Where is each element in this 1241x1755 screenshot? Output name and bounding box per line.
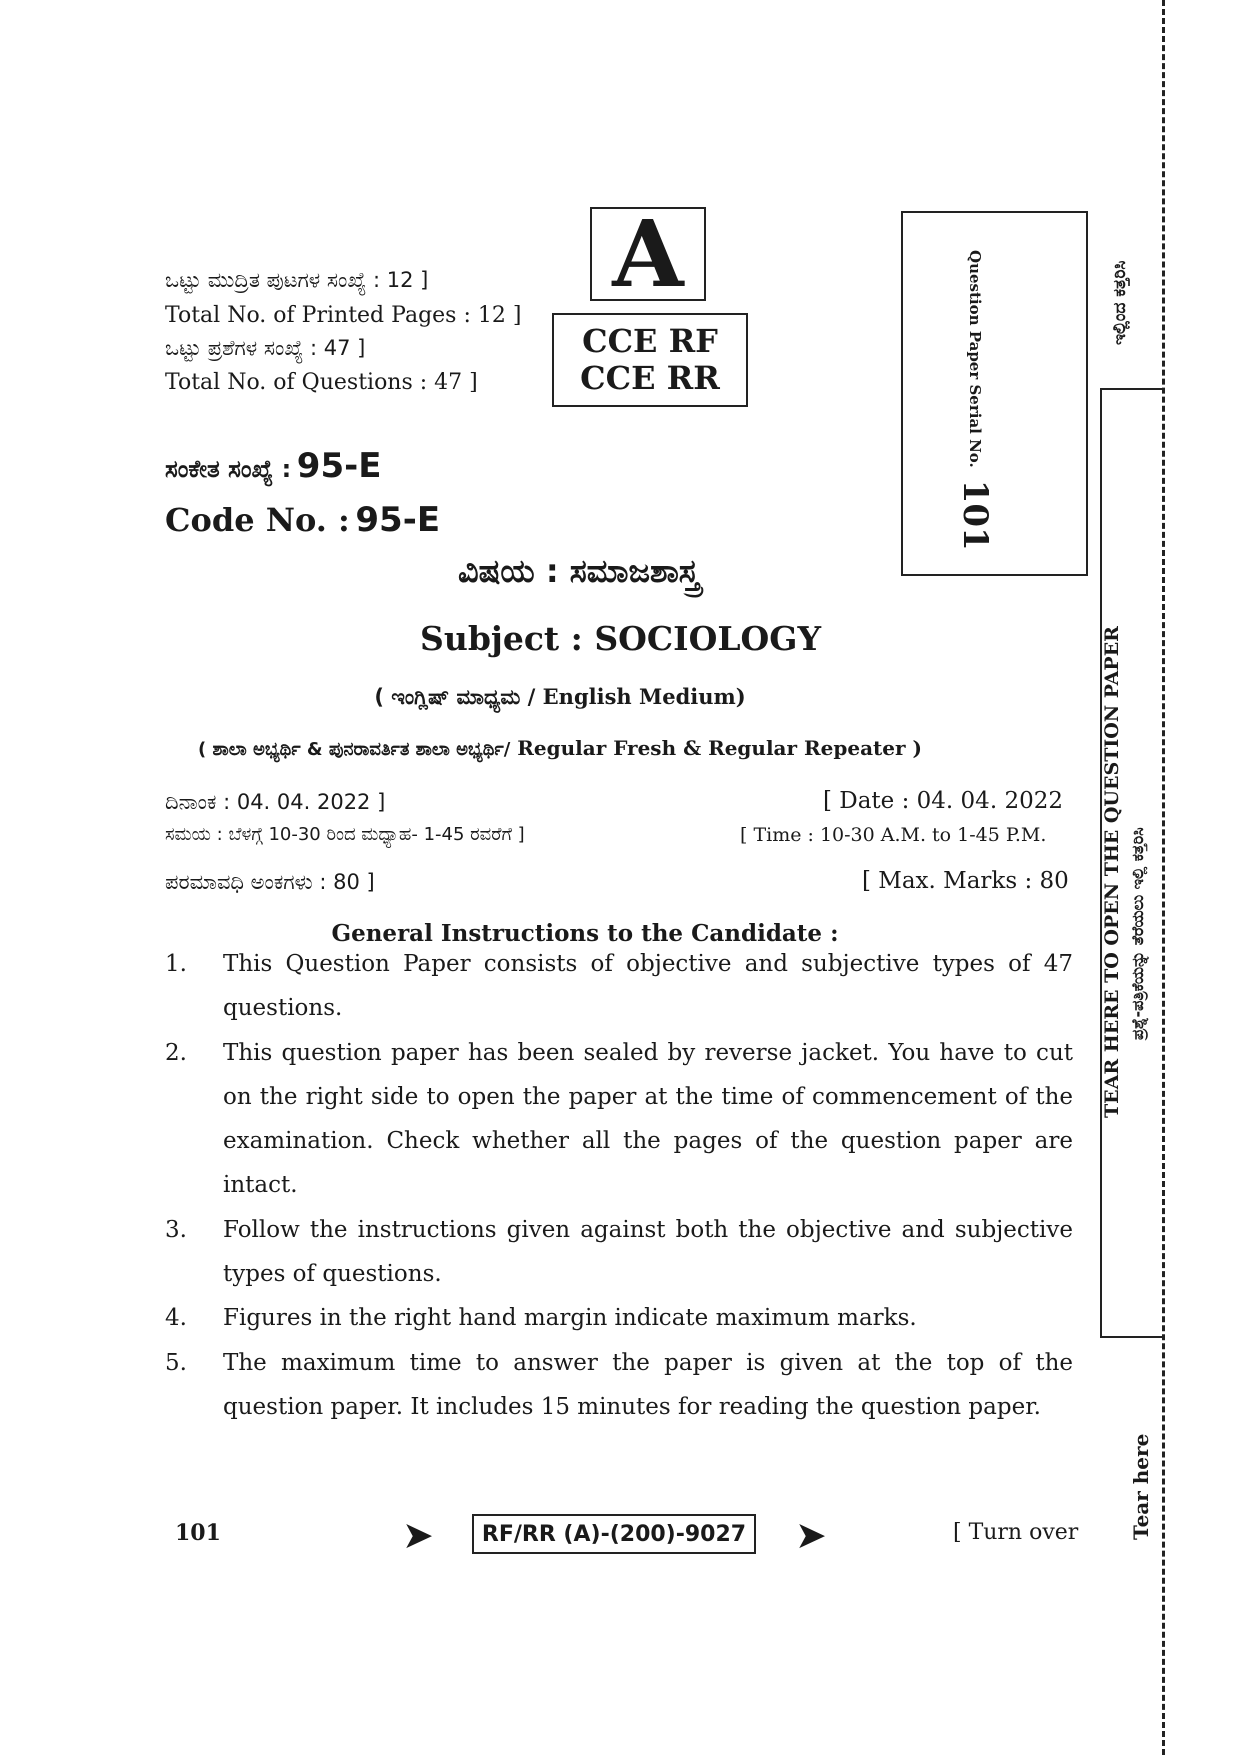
- code-en-label: Code No. :: [165, 501, 350, 539]
- instruction-number: 4.: [165, 1305, 187, 1332]
- arrow-right-icon: ➤: [795, 1513, 827, 1557]
- time-kn: ಸಮಯ : ಬೆಳಗ್ಗೆ 10-30 ರಿಂದ ಮಧ್ಯಾಹ- 1-45 ರವರೆಗೆ ]: [165, 824, 525, 845]
- max-marks-en: [ Max. Marks : 80: [862, 868, 1069, 894]
- candidate-en: Regular Fresh & Regular Repeater ): [517, 736, 922, 760]
- cce-rr-label: CCE RR: [580, 359, 720, 397]
- time-en: [ Time : 10-30 A.M. to 1-45 P.M.: [740, 824, 1047, 846]
- instruction-text: This Question Paper consists of objective and subjective types of 47 questions.: [223, 951, 1073, 1022]
- tear-here-bottom: Tear here: [1129, 1433, 1153, 1540]
- instruction-item: [165, 1208, 1073, 1297]
- instruction-text: Figures in the right hand margin indicate maximum marks.: [223, 1305, 917, 1332]
- instruction-number: 2.: [165, 1039, 187, 1066]
- arrow-right-icon: ➤: [402, 1513, 434, 1557]
- code-en-value: 95-E: [355, 500, 441, 540]
- code-kn-label: ಸಂಕೇತ ಸಂಖ್ಯೆ :: [165, 455, 292, 483]
- serial-number-value: 101: [955, 479, 995, 551]
- total-questions-kn: ಒಟ್ಟು ಪ್ರಶೆಗಳ ಸಂಖ್ಯೆ : 47 ]: [165, 336, 366, 360]
- medium-line: [0, 684, 1120, 710]
- tear-here-kn: ಪ್ರಶ್ನೆ-ಪತ್ರಿಕೆಯನ್ನು ತೆರೆಯಲು ಇಲ್ಲಿ ಕತ್ತರಿಸಿ: [1128, 827, 1147, 1040]
- instruction-number: 3.: [165, 1216, 187, 1243]
- instruction-item: [165, 1031, 1073, 1208]
- medium-kn: ( ಇಂಗ್ಲಿಷ್ ಮಾಧ್ಯಮ /: [374, 685, 536, 709]
- instruction-number: 5.: [165, 1349, 187, 1376]
- serial-number-label: Question Paper Serial No.: [966, 250, 984, 468]
- instruction-text: This question paper has been sealed by reverse jacket. You have to cut on the right side to open the paper at the time of commencement of the examination. Check whether all the pages of the question paper are intact.: [223, 1039, 1073, 1199]
- subject-en: Subject : SOCIOLOGY: [420, 619, 822, 658]
- cce-rf-label: CCE RF: [582, 322, 718, 361]
- tear-here-en: TEAR HERE TO OPEN THE QUESTION PAPER: [1101, 626, 1123, 1118]
- serial-number-vertical: [955, 250, 995, 551]
- instruction-item: [165, 942, 1073, 1031]
- footer-code-box: RF/RR (A)-(200)-9027: [472, 1514, 756, 1554]
- code-no-en: [165, 500, 440, 540]
- turn-over-label: [ Turn over: [953, 1520, 1079, 1545]
- instruction-number: 1.: [165, 951, 187, 977]
- printed-pages-kn: ಒಟ್ಟು ಮುದ್ರಿತ ಪುಟಗಳ ಸಂಖ್ಯೆ : 12 ]: [165, 268, 429, 292]
- total-questions-en: Total No. of Questions : 47 ]: [165, 370, 478, 395]
- code-no-kn: [165, 446, 381, 486]
- code-kn-value: 95-E: [296, 446, 382, 486]
- instruction-text: The maximum time to answer the paper is given at the top of the question paper. It includes 15 minutes for reading the question paper.: [223, 1349, 1073, 1420]
- subject-kn: ವಿಷಯ : ಸಮಾಜಶಾಸ್ತ್ರ: [458, 552, 700, 590]
- version-box: A: [590, 207, 706, 301]
- instruction-text: Follow the instructions given against both the objective and subjective types of questions.: [223, 1216, 1073, 1288]
- candidate-kn: ( ಶಾಲಾ ಅಭ್ಯರ್ಥಿ & ಪುನರಾವರ್ತಿತ ಶಾಲಾ ಅಭ್ಯರ್ಥಿ/: [198, 739, 511, 760]
- medium-en: English Medium): [542, 684, 746, 709]
- instructions-list: [165, 942, 1073, 1429]
- instruction-item: [165, 1296, 1073, 1340]
- cce-box: [552, 313, 748, 407]
- instructions-heading: General Instructions to the Candidate :: [331, 920, 839, 947]
- max-marks-kn: ಪರಮಾವಧಿ ಅಂಕಗಳು : 80 ]: [165, 870, 375, 894]
- footer-page-number: 101: [175, 1520, 221, 1546]
- cut-here-kn-top: ಇಲ್ಲಿಂದ ಕತ್ತರಿಸಿ: [1110, 260, 1130, 345]
- printed-pages-en: Total No. of Printed Pages : 12 ]: [165, 303, 522, 328]
- date-kn: ದಿನಾಂಕ : 04. 04. 2022 ]: [165, 790, 386, 814]
- instruction-item: [165, 1341, 1073, 1430]
- date-en: [ Date : 04. 04. 2022: [823, 788, 1063, 814]
- candidate-line: [0, 736, 1120, 760]
